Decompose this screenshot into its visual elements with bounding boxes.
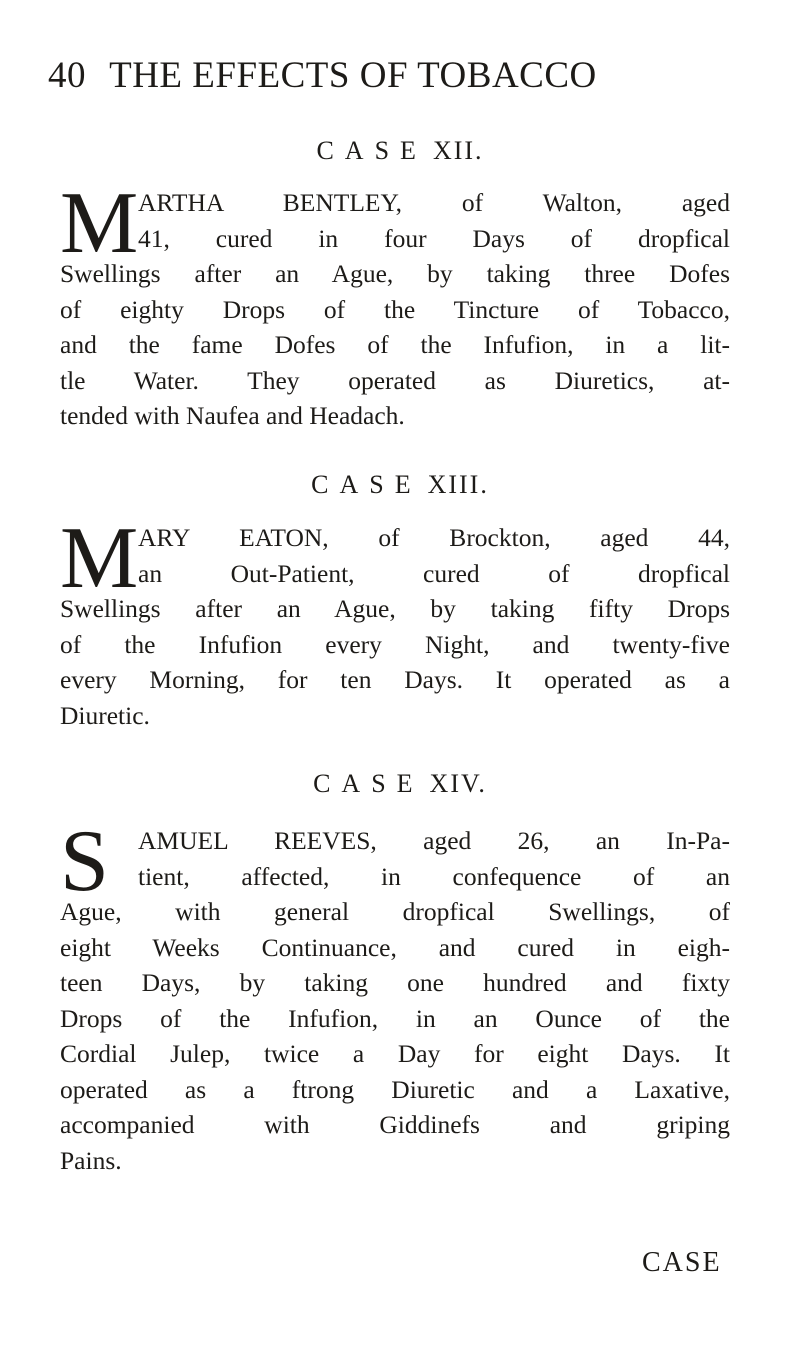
text-line: every Morning, for ten Days. It operated as a	[60, 665, 730, 694]
text-line: ARY EATON, of Brockton, aged 44,	[138, 523, 730, 552]
text-line: AMUEL REEVES, aged 26, an In-Pa-	[138, 826, 730, 855]
case-13-paragraph	[60, 520, 730, 733]
case-12-paragraph	[60, 185, 730, 434]
case-heading-13	[0, 470, 800, 500]
case-heading-word: CASE	[311, 470, 422, 499]
text-line: an Out-Patient, cured of dropfical	[138, 558, 730, 588]
case-14-paragraph	[60, 823, 730, 1178]
drop-cap: S	[60, 813, 109, 910]
running-header	[48, 54, 597, 97]
case-heading-number: XII.	[432, 136, 484, 165]
text-line: Drops of the Infufion, in an Ounce of the	[60, 1003, 730, 1033]
text-line: Cordial Julep, twice a Day for eight Days. It	[60, 1039, 730, 1068]
case-heading-word: CASE	[316, 136, 427, 165]
text-line: Pains.	[60, 1145, 122, 1175]
catchword: CASE	[642, 1247, 722, 1278]
case-heading-14	[0, 769, 800, 799]
text-line: and the fame Dofes of the Infufion, in a lit-	[60, 330, 730, 359]
drop-cap: M	[60, 175, 139, 272]
text-line: tended with Naufea and Headach.	[60, 401, 405, 430]
text-line: teen Days, by taking one hundred and fixty	[60, 968, 730, 997]
text-line: of eighty Drops of the Tincture of Tobacco,	[60, 294, 730, 324]
text-line: Diuretic.	[60, 700, 150, 730]
case-heading-number: XIII.	[427, 470, 489, 499]
text-line: tle Water. They operated as Diuretics, at-	[60, 365, 730, 395]
text-line: ARTHA BENTLEY, of Walton, aged	[138, 188, 730, 217]
case-heading-word: CASE	[313, 769, 424, 798]
text-line: Ague, with general dropfical Swellings, of	[60, 897, 730, 926]
case-heading-number: XIV.	[429, 769, 487, 798]
text-line: Swellings after an Ague, by taking three Dofes	[60, 259, 730, 288]
text-line: tient, affected, in confequence of an	[138, 861, 730, 891]
text-line: 41, cured in four Days of dropfical	[138, 223, 730, 253]
case-heading-12	[0, 136, 800, 166]
text-line: operated as a ftrong Diuretic and a Laxative,	[60, 1074, 730, 1104]
running-title: THE EFFECTS OF TOBACCO	[109, 55, 597, 96]
drop-cap: M	[60, 510, 139, 607]
text-line: of the Infufion every Night, and twenty-five	[60, 629, 730, 659]
text-line: Swellings after an Ague, by taking fifty Drops	[60, 594, 730, 623]
text-line: accompanied with Giddinefs and griping	[60, 1110, 730, 1139]
text-line: eight Weeks Continuance, and cured in eigh-	[60, 932, 730, 962]
page-number: 40	[48, 55, 86, 96]
